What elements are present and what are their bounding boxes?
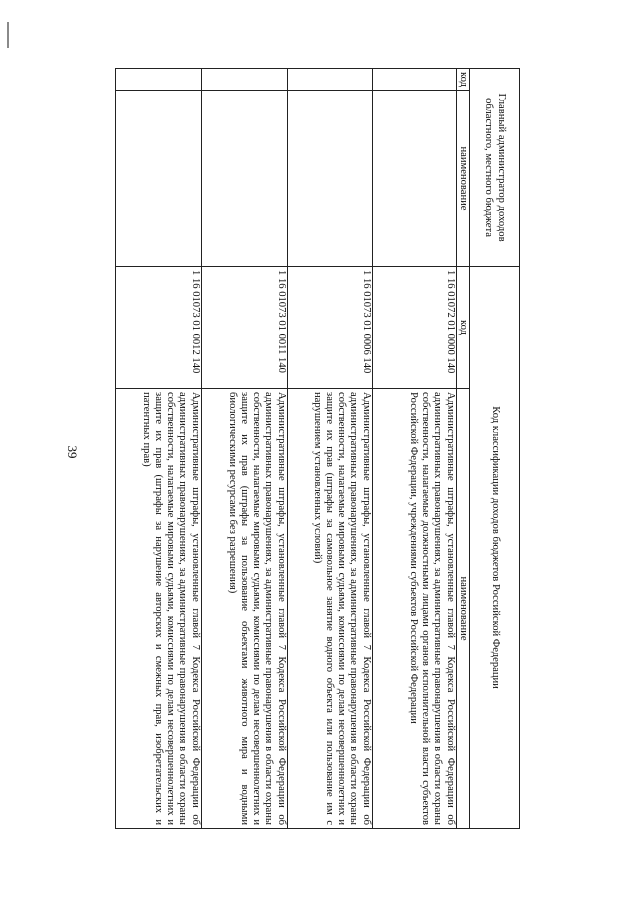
row-code: 1 16 01073 01 0012 140: [115, 267, 201, 389]
subheader-admin-name: наименование: [456, 91, 469, 267]
row-code: 1 16 01072 01 0000 140: [372, 267, 456, 389]
row-description: Административные штрафы, установленные главой 7 Кодекса Российской Федерации об административных правонарушениях, за административные правонарушения в области охраны собственности, налагаемые должностными лицами органов исполнительной власти субъектов Российской Федерации, учреждениями субъектов Российской Федерации: [372, 389, 456, 829]
table-header-row: [470, 69, 520, 829]
admin-code-cell: [115, 69, 201, 91]
table-row: [201, 69, 287, 829]
admin-code-cell: [372, 69, 456, 91]
admin-code-cell: [287, 69, 372, 91]
admin-name-cell: [372, 91, 456, 267]
subheader-class-name: наименование: [456, 389, 469, 829]
scan-margin-mark: [7, 22, 9, 48]
row-code: 1 16 01073 01 0011 140: [201, 267, 287, 389]
admin-name-cell: [201, 91, 287, 267]
row-description: Административные штрафы, установленные главой 7 Кодекса Российской Федерации об административных правонарушениях, за административные правонарушения в области охраны собственности, налагаемые мировыми судьями, комиссиями по делам несовершеннолетних и защите их прав (штрафы за самовольное занятие водного объекта или пользование им с нарушением установленных условий): [287, 389, 372, 829]
rotated-page: [116, 68, 520, 828]
table-row: [372, 69, 456, 829]
row-code: 1 16 01073 01 0006 140: [287, 267, 372, 389]
admin-name-cell: [115, 91, 201, 267]
subheader-admin-code: код: [456, 69, 469, 91]
subheader-class-code: код: [456, 267, 469, 389]
page-number: 39: [65, 445, 80, 459]
table-row: [115, 69, 201, 829]
table-row: [287, 69, 372, 829]
classification-header: Код классификации доходов бюджетов Российской Федерации: [470, 267, 520, 829]
row-description: Административные штрафы, установленные главой 7 Кодекса Российской Федерации об административных правонарушениях, за административные правонарушения в области охраны собственности, налагаемые мировыми судьями, комиссиями по делам несовершеннолетних и защите их прав (штрафы за пользование объектами животного мира и водными биологическими ресурсами без разрешения): [201, 389, 287, 829]
admin-code-cell: [201, 69, 287, 91]
table-subheader-row: [456, 69, 469, 829]
row-description: Административные штрафы, установленные главой 7 Кодекса Российской Федерации об административных правонарушениях, за административные правонарушения в области охраны собственности, налагаемые мировыми судьями, комиссиями по делам несовершеннолетних и защите их прав (штрафы за нарушение авторских и смежных прав, изобретательских и патентных прав): [115, 389, 201, 829]
revenue-classification-table: [115, 68, 520, 829]
admin-name-cell: [287, 91, 372, 267]
admin-header: Главный администратор доходов областного, местного бюджета: [470, 69, 520, 267]
